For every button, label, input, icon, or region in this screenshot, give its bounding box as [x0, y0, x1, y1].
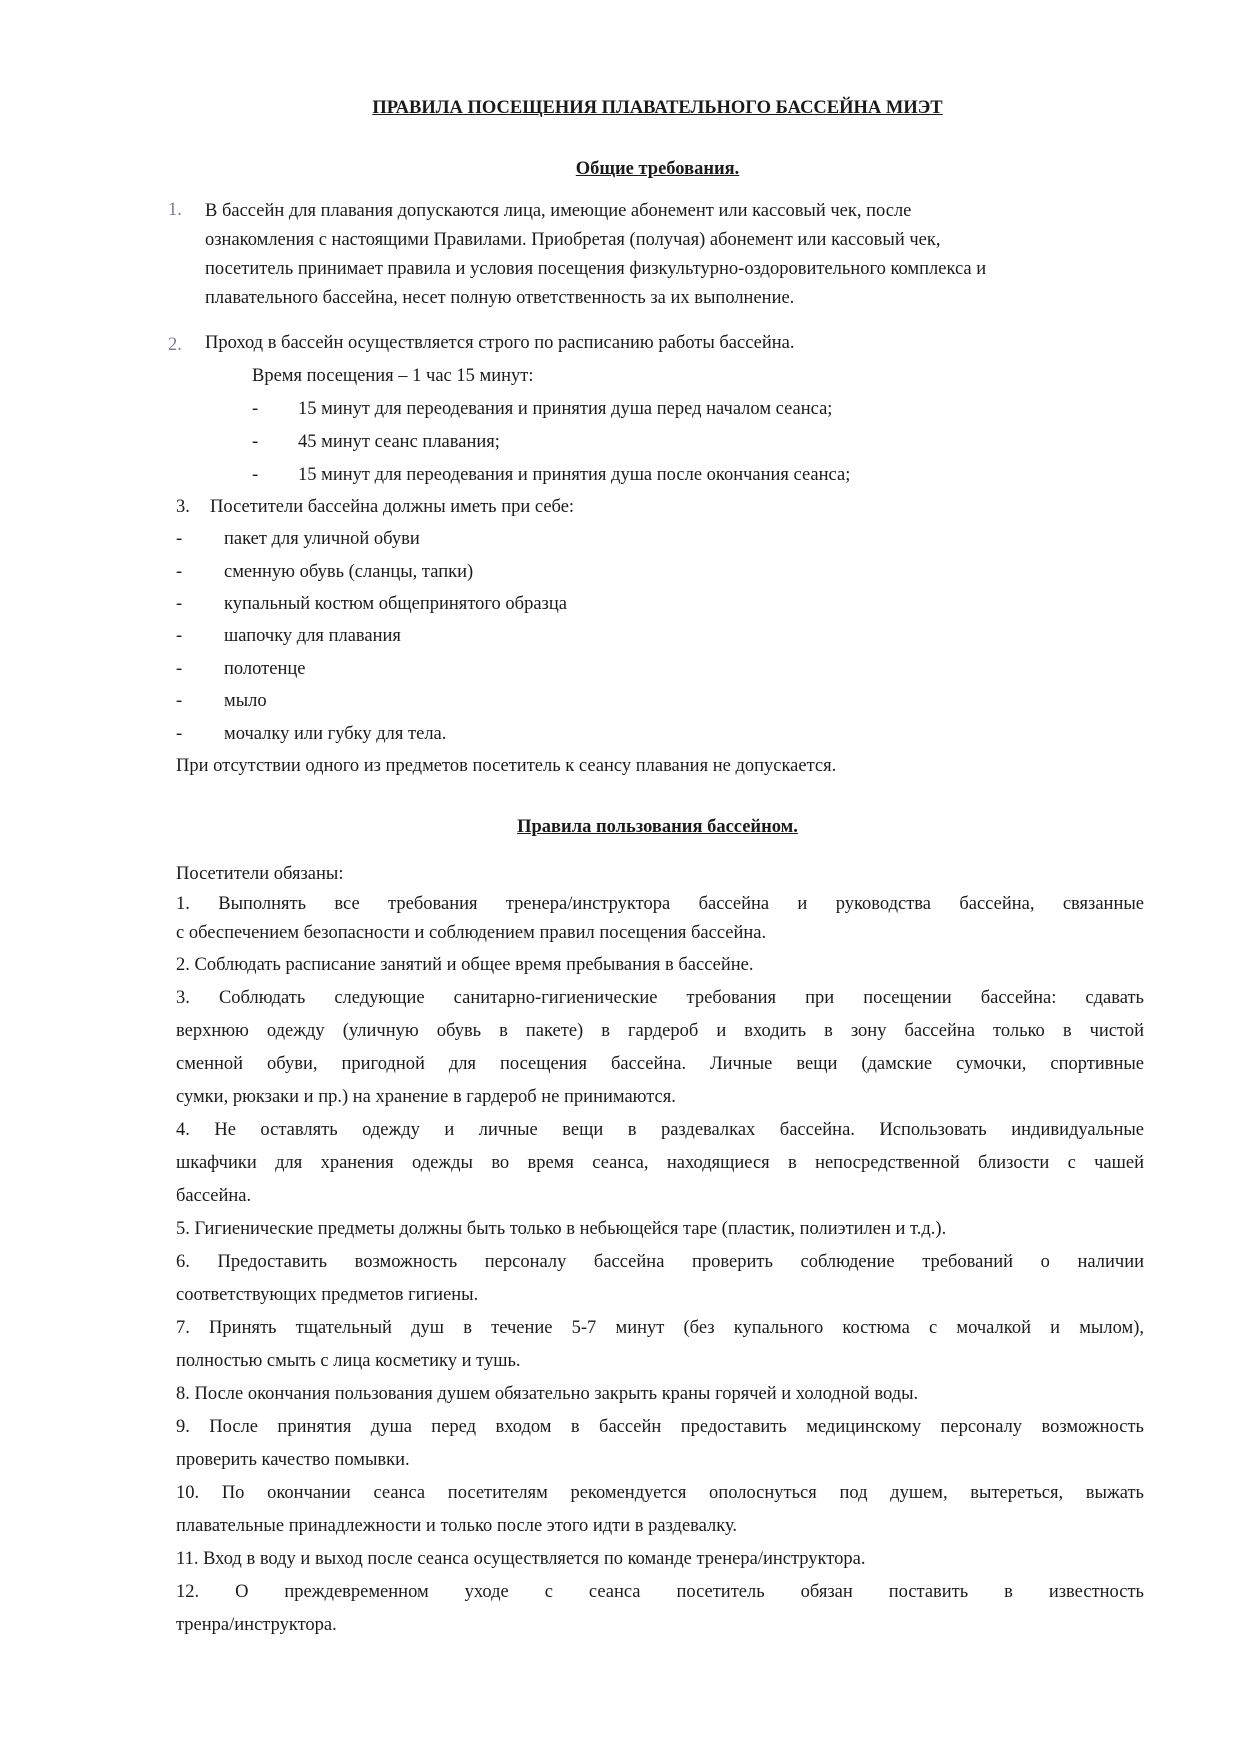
rule-4-line-3: бассейна. [176, 1186, 252, 1206]
rule-3-line-2: верхнюю одежду (уличную обувь в пакете) в гардероб и входить в зону бассейна только в чистой [176, 1021, 1144, 1041]
rule-10-line-1: 10. По окончании сеанса посетителям рекомендуется ополоснуться под душем, вытереться, выжать [176, 1483, 1144, 1503]
schedule-step-2: 45 минут сеанс плавания; [298, 432, 500, 452]
general-item-3: Посетители бассейна должны иметь при себе: [210, 497, 575, 517]
rule-10-line-2: плавательные принадлежности и только после этого идти в раздевалку. [176, 1516, 738, 1536]
document-title: ПРАВИЛА ПОСЕЩЕНИЯ ПЛАВАТЕЛЬНОГО БАССЕЙНА МИЭТ [372, 98, 943, 118]
rule-12-line-2: тренра/инструктора. [176, 1615, 337, 1635]
rule-2-line-1: 2. Соблюдать расписание занятий и общее время пребывания в бассейне. [176, 955, 754, 975]
rules-list [176, 890, 1144, 1640]
text-line: В бассейн для плавания допускаются лица, имеющие абонемент или кассовый чек, после [205, 201, 912, 221]
dash-marker: - [252, 432, 259, 452]
schedule-step-3: 15 минут для переодевания и принятия душа после окончания сеанса; [298, 465, 851, 485]
rule-5-line-1: 5. Гигиенические предметы должны быть только в небьющейся таре (пластик, полиэтилен и т.д.). [176, 1219, 947, 1239]
section-heading-usage: Правила пользования бассейном. [517, 817, 798, 837]
required-item-6: мыло [224, 691, 267, 711]
text-line: посетитель принимает правила и условия посещения физкультурно-оздоровительного комплекса и [205, 259, 987, 279]
required-item-7: мочалку или губку для тела. [224, 724, 447, 744]
rule-3-line-4: сумки, рюкзаки и пр.) на хранение в гардероб не принимаются. [176, 1087, 676, 1107]
rule-12-line-1: 12. О преждевременном уходе с сеанса посетитель обязан поставить в известность [176, 1582, 1144, 1602]
missing-item-note: При отсутствии одного из предметов посетитель к сеансу плавания не допускается. [176, 756, 837, 776]
obligations-intro: Посетители обязаны: [176, 864, 344, 884]
rule-7-line-1: 7. Принять тщательный душ в течение 5-7 минут (без купального костюма с мочалкой и мылом), [176, 1318, 1144, 1338]
text-line: ознакомления с настоящими Правилами. Приобретая (получая) абонемент или кассовый чек, [205, 230, 941, 250]
rule-9-line-2: проверить качество помывки. [176, 1450, 410, 1470]
dash-marker: - [176, 594, 183, 614]
schedule-step-1: 15 минут для переодевания и принятия душа перед началом сеанса; [298, 399, 833, 419]
general-item-2: Проход в бассейн осуществляется строго по расписанию работы бассейна. [205, 333, 795, 353]
rule-9-line-1: 9. После принятия душа перед входом в бассейн предоставить медицинскому персоналу возможность [176, 1417, 1144, 1437]
rule-11-line-1: 11. Вход в воду и выход после сеанса осуществляется по команде тренера/инструктора. [176, 1549, 866, 1569]
rule-1-line-2: с обеспечением безопасности и соблюдением правил посещения бассейна. [176, 923, 767, 943]
dash-marker: - [176, 562, 183, 582]
visit-time-text: Время посещения – 1 час 15 минут: [252, 366, 534, 386]
item-number-2: 2. [168, 335, 182, 355]
rule-6-line-2: соответствующих предметов гигиены. [176, 1285, 479, 1305]
dash-marker: - [176, 659, 183, 679]
required-item-1: пакет для уличной обуви [224, 529, 420, 549]
section-heading-general: Общие требования. [575, 159, 740, 179]
required-item-5: полотенце [224, 659, 306, 679]
text-line: плавательного бассейна, несет полную ответственность за их выполнение. [205, 288, 795, 308]
rule-1-line-1: 1. Выполнять все требования тренера/инструктора бассейна и руководства бассейна, связанные [176, 894, 1144, 914]
dash-marker: - [176, 691, 183, 711]
dash-marker: - [176, 529, 183, 549]
dash-marker: - [176, 626, 183, 646]
rule-8-line-1: 8. После окончания пользования душем обязательно закрыть краны горячей и холодной воды. [176, 1384, 919, 1404]
item-number-3: 3. [176, 497, 190, 517]
required-item-2: сменную обувь (сланцы, тапки) [224, 562, 474, 582]
dash-marker: - [252, 465, 259, 485]
dash-marker: - [176, 724, 183, 744]
rule-3-line-1: 3. Соблюдать следующие санитарно-гигиенические требования при посещении бассейна: сдавать [176, 988, 1144, 1008]
rule-3-line-3: сменной обуви, пригодной для посещения бассейна. Личные вещи (дамские сумочки, спортивные [176, 1054, 1144, 1074]
rule-7-line-2: полностью смыть с лица косметику и тушь. [176, 1351, 521, 1371]
rule-4-line-1: 4. Не оставлять одежду и личные вещи в раздевалках бассейна. Использовать индивидуальные [176, 1120, 1144, 1140]
rule-4-line-2: шкафчики для хранения одежды во время сеанса, находящиеся в непосредственной близости с чашей [176, 1153, 1144, 1173]
item-number-1: 1. [168, 200, 182, 220]
required-item-3: купальный костюм общепринятого образца [224, 594, 567, 614]
rule-6-line-1: 6. Предоставить возможность персоналу бассейна проверить соблюдение требований о наличии [176, 1252, 1144, 1272]
dash-marker: - [252, 399, 259, 419]
required-item-4: шапочку для плавания [224, 626, 401, 646]
general-item-1 [205, 197, 1175, 313]
